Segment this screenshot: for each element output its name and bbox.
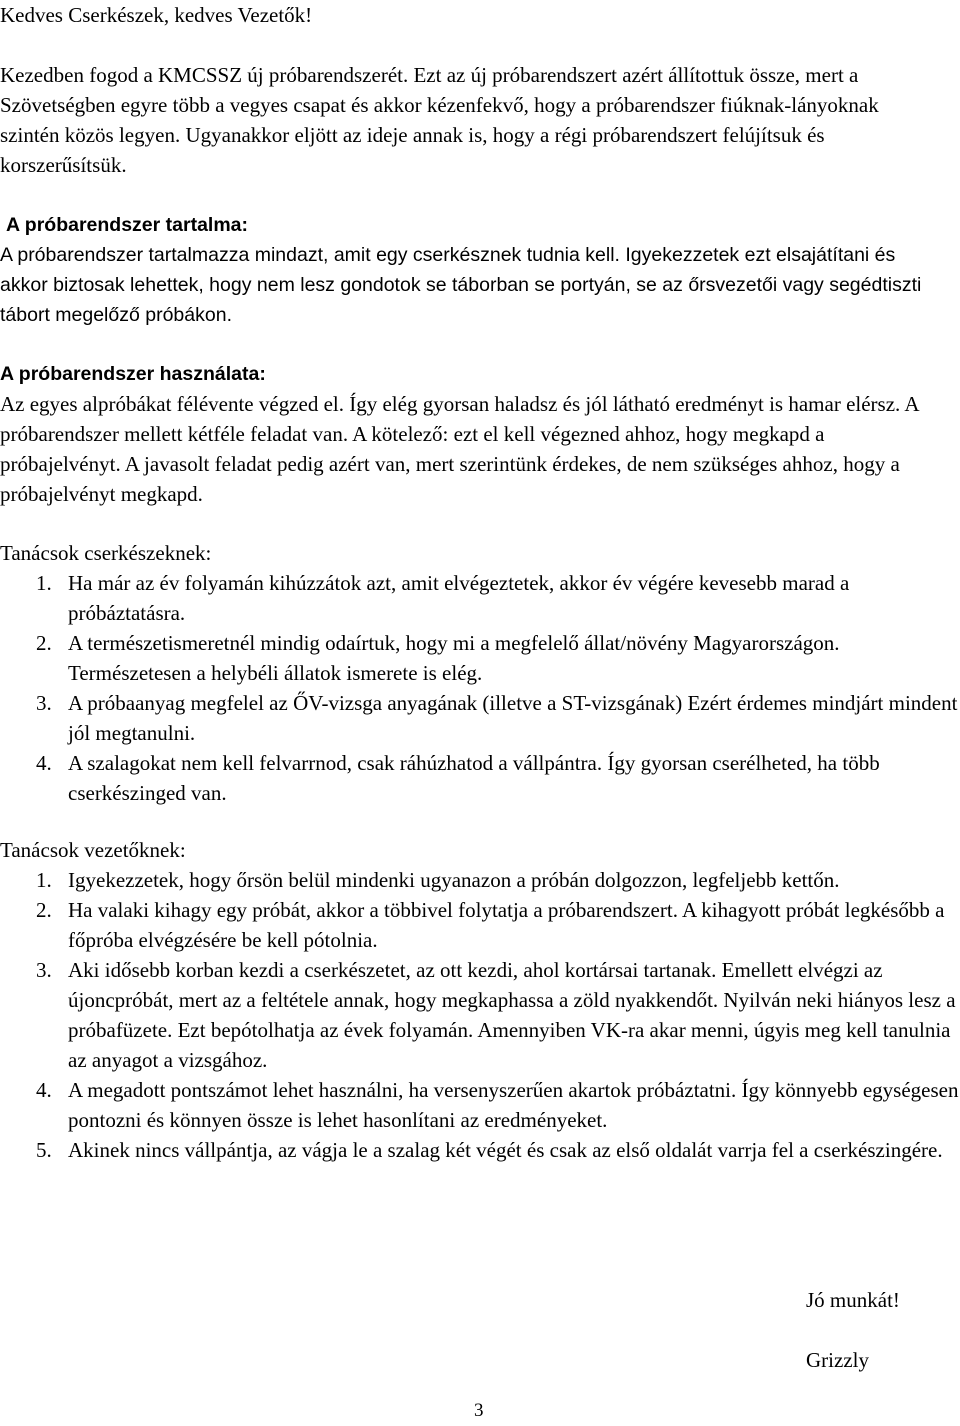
usage-heading: A próbarendszer használata: bbox=[0, 363, 266, 385]
list-text: Igyekezzetek, hogy őrsön belül mindenki ugyanazon a próbán dolgozzon, legfeljebb kettőn. bbox=[68, 868, 840, 892]
list-number: 3. bbox=[36, 691, 52, 715]
list-text: A megadott pontszámot lehet használni, ha versenyszerűen akartok próbáztatni. Így könnyebb egységesen pontozni és könnyen össze is lehet hasonlítani az eredményeket. bbox=[68, 1078, 959, 1132]
list-number: 4. bbox=[36, 1078, 52, 1102]
content-heading: A próbarendszer tartalma: bbox=[6, 214, 249, 236]
list-number: 1. bbox=[36, 868, 52, 892]
scout-tips-section bbox=[0, 538, 960, 808]
intro-paragraph: Kezedben fogod a KMCSSZ új próbarendszerét. Ezt az új próbarendszert azért állítottuk össze, mert a Szövetségben egyre több a vegyes csapat és akkor kézenfekvő, hogy a próbarendszer fiúknak-lányoknak szintén közös legyen. Ugyanakkor eljött az ideje annak is, hogy a régi próbarendszert felújítsuk és korszerűsítsük. bbox=[0, 63, 879, 177]
list-text: A szalagokat nem kell felvarrnod, csak ráhúzhatod a vállpántra. Így gyorsan cserélheted, ha több cserkészinged van. bbox=[68, 751, 880, 805]
list-number: 2. bbox=[36, 898, 52, 922]
list-item bbox=[0, 568, 960, 628]
list-text: A természetismeretnél mindig odaírtuk, hogy mi a megfelelő állat/növény Magyarországon. Természetesen a helybéli állatok ismerete is elég. bbox=[68, 631, 840, 685]
list-text: Ha már az év folyamán kihúzzátok azt, amit elvégeztetek, akkor év végére kevesebb marad a próbáztatásra. bbox=[68, 571, 850, 625]
list-number: 4. bbox=[36, 751, 52, 775]
leader-tips-list bbox=[0, 865, 960, 1165]
list-text: Akinek nincs vállpántja, az vágja le a szalag két végét és csak az első oldalát varrja fel a cserkészingére. bbox=[68, 1138, 943, 1162]
list-number: 3. bbox=[36, 958, 52, 982]
list-item bbox=[0, 895, 960, 955]
list-item bbox=[0, 955, 960, 1075]
list-item bbox=[0, 1135, 960, 1165]
list-item bbox=[0, 748, 960, 808]
signature: Grizzly bbox=[806, 1348, 869, 1372]
list-text: Aki idősebb korban kezdi a cserkészetet, az ott kezdi, ahol kortársai tartanak. Emellett elvégzi az újoncpróbát, mert az a feltétele annak, hogy megkaphassa a zöld nyakkendőt. Nyilván neki hiányos lesz a próbafüzete. Ezt bepótolhatja az évek folyamán. Amennyiben VK-ra akar menni, úgyis meg kell tanulnia az anyagot a vizsgához. bbox=[68, 958, 956, 1072]
list-text: A próbaanyag megfelel az ŐV-vizsga anyagának (illetve a ST-vizsgának) Ezért érdemes mindjárt mindent jól megtanulni. bbox=[68, 691, 958, 745]
usage-section bbox=[0, 359, 960, 509]
list-item bbox=[0, 688, 960, 748]
page-number: 3 bbox=[474, 1400, 484, 1421]
closing-text: Jó munkát! bbox=[806, 1288, 900, 1312]
scout-tips-list bbox=[0, 568, 960, 808]
list-number: 5. bbox=[36, 1138, 52, 1162]
list-number: 1. bbox=[36, 571, 52, 595]
list-item bbox=[0, 865, 960, 895]
scout-tips-heading: Tanácsok cserkészeknek: bbox=[0, 541, 212, 565]
greeting: Kedves Cserkészek, kedves Vezetők! bbox=[0, 3, 313, 27]
leader-tips-heading: Tanácsok vezetőknek: bbox=[0, 838, 186, 862]
list-text: Ha valaki kihagy egy próbát, akkor a többivel folytatja a próbarendszert. A kihagyott próbát legkésőbb a főpróba elvégzésére be kell pótolnia. bbox=[68, 898, 945, 952]
list-number: 2. bbox=[36, 631, 52, 655]
content-section bbox=[0, 210, 960, 330]
usage-paragraph: Az egyes alpróbákat félévente végzed el. Így elég gyorsan haladsz és jól látható eredményt is hamar elérsz. A próbarendszer mellett kétféle feladat van. A kötelező: ezt el kell végezned ahhoz, hogy megkapd a próbajelvényt. A javasolt feladat pedig azért van, mert szerintünk érdekes, de nem szükséges ahhoz, hogy a próbajelvényt megkapd. bbox=[0, 392, 919, 506]
list-item bbox=[0, 1075, 960, 1135]
list-item bbox=[0, 628, 960, 688]
leader-tips-section bbox=[0, 835, 960, 1165]
content-paragraph: A próbarendszer tartalmazza mindazt, amit egy cserkésznek tudnia kell. Igyekezzetek ezt elsajátítani és akkor biztosak lehettek, hogy nem lesz gondotok se táborban se portyán, se az őrsvezetői vagy segédtiszti tábort megelőző próbákon. bbox=[0, 244, 922, 326]
